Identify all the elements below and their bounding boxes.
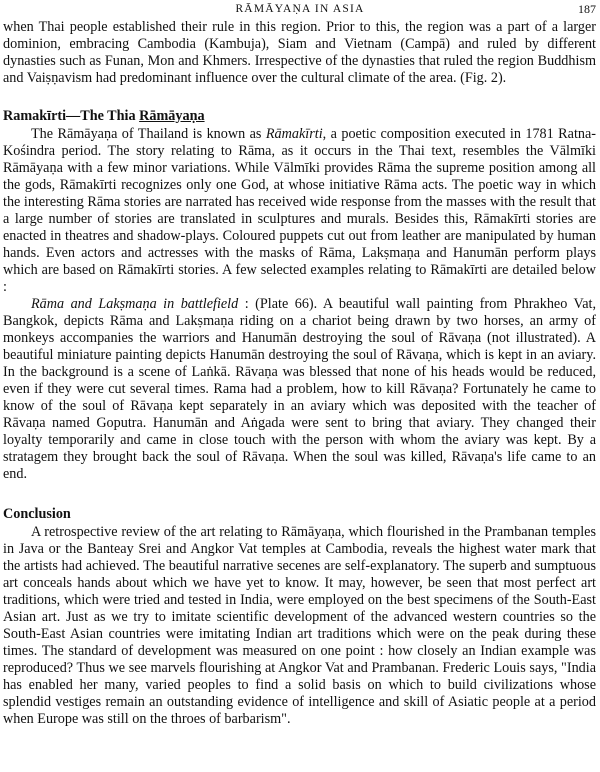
battlefield-para-text: : (Plate 66). A beautiful wall painting from Phrakheo Vat, Bangkok, depicts Rāma and Lakṣmaṇa riding on a chariot being drawn by two horses, an army of monkeys accompanies the warriors and Hanumān destroying the soul of Rāvaṇa (not illustrated). A beautiful miniature painting depicts Hanumān destroying the soul of Rāvaṇa, which is kept in an aviary. In the background is a scene of Laṅkā. Rāvaṇa was blessed that none of his heads would be reduced, even if they were cut several times. Rama had a problem, how to kill Rāvaṇa? Fortunately he came to know of the soul of Rāvaṇa kept separately in an aviary which was deposited with the teacher of Rāvaṇa named Goputra. Hanumān and Aṅgada were sent to bring that aviary. They changed their loyalty temporarily and came in close touch with the person with whom the aviary was kept. By a stratagem they brought back the soul of Rāvaṇa. When the soul was killed, Rāvaṇa's life came to an end. xyxy=(3,296,596,482)
conclusion-paragraph: A retrospective review of the art relating to Rāmāyaṇa, which flourished in the Prambanan temples in Java or the Banteay Srei and Angkor Vat temples at Cambodia, reveals the highest water mark that the artists had achieved. The beautiful narrative secenes are self-explanatory. The superb and sumptuous art conceals hands about which we have yet to know. It may, however, be seen that most perfect art traditions, which were tried and tested in India, were employed on the best specimens of the South-East Asian art. Just as we try to imitate scientific development of the advanced western countries so the South-East Asian countries were imitating Indian art traditions which were on the peak during these times. The standard of development was measured on one point : how closely an Indian example was reproduced? Thus we see marvels flourishing at Angkor Vat and Prambanan. Frederic Louis says, "India has enabled her many, varied peoples to find a solid basis on which to build civilizations whose splendid vestiges remain an outstanding evidence of intelligence and skill of Asiatic people at a period when Europe was still on the throes of barbarism". xyxy=(3,524,596,727)
section-heading-part1: Ramakīrti—The Thia xyxy=(3,108,140,124)
section-heading-part2: Rāmāyaṇa xyxy=(139,108,205,124)
battlefield-title-italic: Rāma and Lakṣmaṇa in battlefield xyxy=(31,296,239,312)
ramakirti-paragraph xyxy=(3,126,596,296)
section-heading-ramakirti xyxy=(3,107,596,125)
ramakirti-para-text-1: The Rāmāyaṇa of Thailand is known as xyxy=(31,126,266,142)
section-heading-conclusion: Conclusion xyxy=(3,506,71,522)
body-text xyxy=(3,19,596,728)
ramakirti-title-italic: Rāmakīrti xyxy=(265,126,323,142)
ramakirti-para-text-2: , a poetic composition executed in 1781 Ratna-Kośindra period. The story relating to Rāma, as it occurs in the Thai text, resembles the Vālmīki Rāmāyaṇa with a few minor variations. While Vālmīki provides Rāma the supreme position among all the gods, Rāmakīrti recognizes only one God, at whose initiative Rāma acts. The poetic way in which the interesting Rāma stories are narrated has received wide response from the masses with the result that a large number of stories are translated in sculptures and murals. Besides this, Rāmakīrti stories are enacted in theatres and shadow-plays. Coloured puppets cut out from leather are manipulated by human hands. Even actors and actresses with the masks of Rāma, Lakṣmaṇa and Hanumān perform plays which are based on Rāmakīrti stories. A few selected examples relating to Rāmakīrti are detailed below : xyxy=(3,126,596,295)
page-number: 187 xyxy=(578,2,596,16)
running-title: RĀMĀYAṆA IN ASIA xyxy=(235,3,365,15)
intro-paragraph: when Thai people established their rule in this region. Prior to this, the region was a part of a larger dominion, embracing Cambodia (Kambuja), Siam and Vietnam (Campā) and ruled by different dynasties such as Funan, Mon and Khmers. Irrespective of the dynasties that ruled the region Buddhism and Vaiṣṇavism had predominant influence over the cultural climate of the area. (Fig. 2). xyxy=(3,19,596,86)
running-header xyxy=(0,2,600,16)
battlefield-paragraph xyxy=(3,296,596,483)
